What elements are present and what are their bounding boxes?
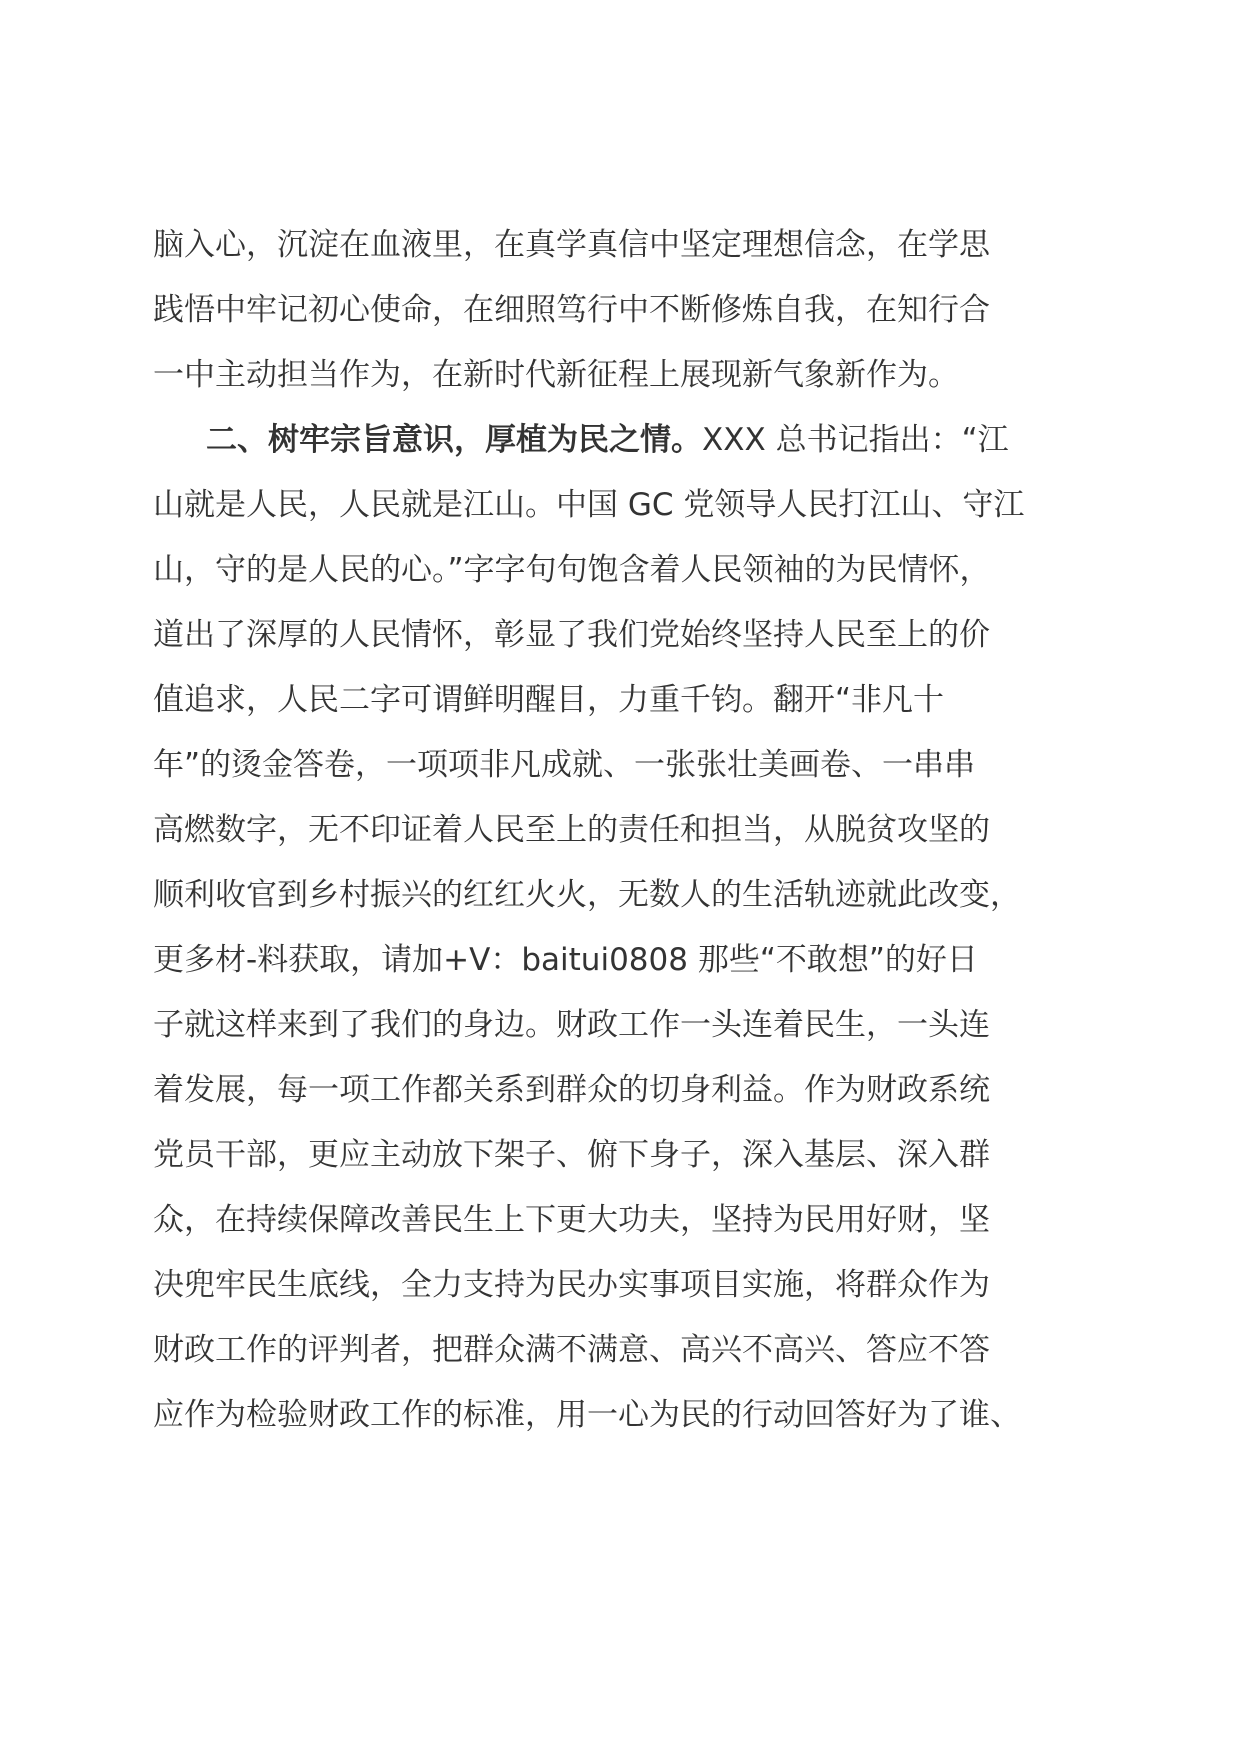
text-line: 山就是人民，人民就是江山。中国 GC 党领导人民打江山、守江 <box>153 487 1025 523</box>
text-line: 山，守的是人民的心。”字字句句饱含着人民领袖的为民情怀， <box>153 552 991 588</box>
body-text <box>153 213 1093 1448</box>
text-line: 践悟中牢记初心使命，在细照笃行中不断修炼自我，在知行合 <box>153 292 990 328</box>
text-line: 值追求，人民二字可谓鲜明醒目，力重千钧。翻开“非凡十 <box>153 682 945 718</box>
section-heading-line <box>153 408 1093 473</box>
text-line: 高燃数字，无不印证着人民至上的责任和担当，从脱贫攻坚的 <box>153 812 990 848</box>
section-heading: 二、树牢宗旨意识，厚植为民之情。 <box>206 422 702 458</box>
text-line: 年”的烫金答卷，一项项非凡成就、一张张壮美画卷、一串串 <box>153 747 976 783</box>
text-line: 众，在持续保障改善民生上下更大功夫，坚持为民用好财，坚 <box>153 1202 990 1238</box>
text-line: 决兜牢民生底线，全力支持为民办实事项目实施，将群众作为 <box>153 1267 990 1303</box>
text-line: 道出了深厚的人民情怀，彰显了我们党始终坚持人民至上的价 <box>153 617 990 653</box>
text-line: 更多材-料获取，请加+V：baitui0808 那些“不敢想”的好日 <box>153 942 978 978</box>
text-line: 党员干部，更应主动放下架子、俯下身子，深入基层、深入群 <box>153 1137 990 1173</box>
text-line: 着发展，每一项工作都关系到群众的切身利益。作为财政系统 <box>153 1072 990 1108</box>
text-line: 顺利收官到乡村振兴的红红火火，无数人的生活轨迹就此改变， <box>153 877 1021 913</box>
text-line: 子就这样来到了我们的身边。财政工作一头连着民生，一头连 <box>153 1007 990 1043</box>
text-line: 脑入心，沉淀在血液里，在真学真信中坚定理想信念，在学思 <box>153 227 990 263</box>
text-line: 应作为检验财政工作的标准，用一心为民的行动回答好为了谁、 <box>153 1397 1021 1433</box>
text-line: 一中主动担当作为，在新时代新征程上展现新气象新作为。 <box>153 357 959 393</box>
text-line: 财政工作的评判者，把群众满不满意、高兴不高兴、答应不答 <box>153 1332 990 1368</box>
section-heading-continuation: XXX 总书记指出：“江 <box>702 422 1009 458</box>
